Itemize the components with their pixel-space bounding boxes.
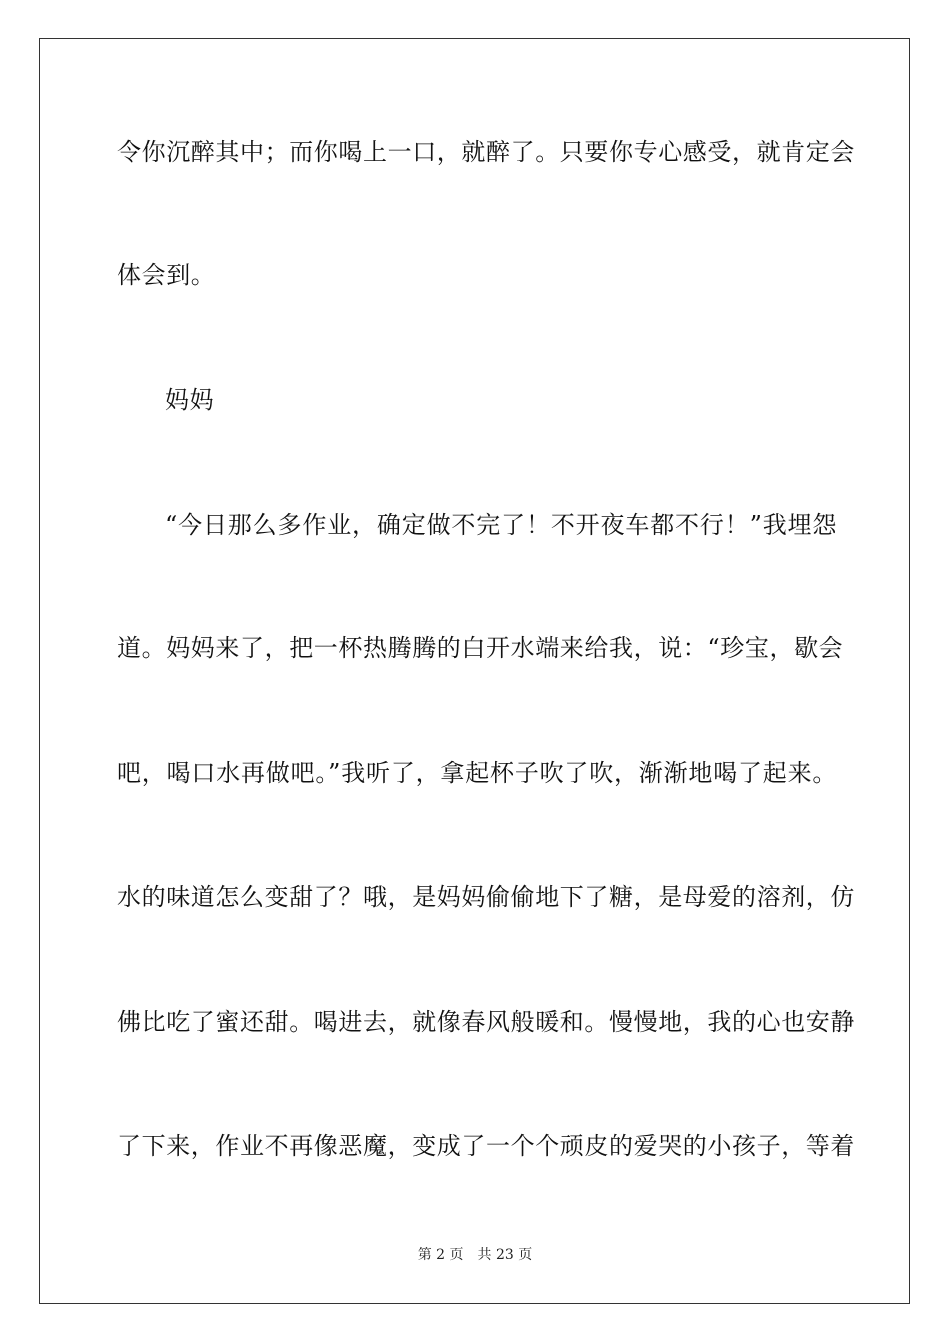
page-total: 共 23 页	[477, 1247, 533, 1263]
paragraph-line: 了下来，作业不再像恶魔，变成了一个个顽皮的爱哭的小孩子，等着	[117, 1132, 855, 1160]
section-heading: 妈妈	[165, 386, 215, 414]
paragraph-line: “今日那么多作业，确定做不完了！不开夜车都不行！”我埋怨	[165, 511, 837, 539]
paragraph-line: 令你沉醉其中；而你喝上一口，就醉了。只要你专心感受，就肯定会	[117, 138, 855, 166]
page-footer	[0, 1246, 950, 1264]
paragraph-line: 水的味道怎么变甜了？哦，是妈妈偷偷地下了糖，是母爱的溶剂，仿	[117, 883, 855, 911]
paragraph-line: 佛比吃了蜜还甜。喝进去，就像春风般暖和。慢慢地，我的心也安静	[117, 1008, 855, 1036]
page-border	[39, 38, 910, 1304]
paragraph-line: 吧，喝口水再做吧。”我听了，拿起杯子吹了吹，渐渐地喝了起来。	[117, 759, 837, 787]
paragraph-line: 体会到。	[117, 261, 216, 289]
page-number: 第 2 页	[417, 1247, 464, 1263]
paragraph-line: 道。妈妈来了，把一杯热腾腾的白开水端来给我，说：“珍宝，歇会	[117, 634, 844, 662]
